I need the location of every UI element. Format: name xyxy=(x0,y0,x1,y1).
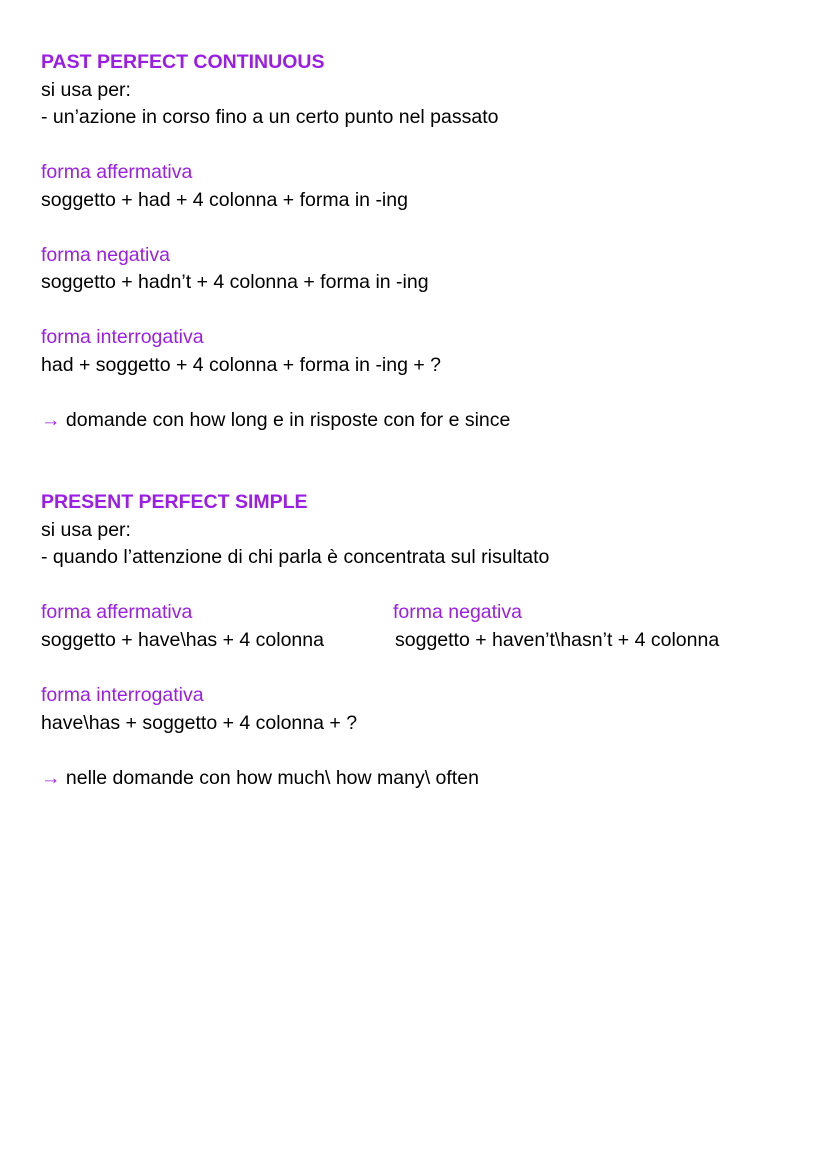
section-title-present-perfect-simple: PRESENT PERFECT SIMPLE xyxy=(41,491,308,513)
affirmative-label: forma affermativa xyxy=(41,601,193,623)
right-arrow-icon: → xyxy=(41,767,61,789)
usage-description: - quando l’attenzione di chi parla è concentrata sul risultato xyxy=(41,546,550,568)
usage-intro: si usa per: xyxy=(41,79,131,101)
section-title-past-perfect-continuous: PAST PERFECT CONTINUOUS xyxy=(41,51,325,73)
usage-note-text: domande con how long e in risposte con for e since xyxy=(60,409,511,431)
interrogative-label: forma interrogativa xyxy=(41,326,204,348)
usage-note-text: nelle domande con how much\ how many\ often xyxy=(60,767,479,789)
usage-note xyxy=(41,766,479,790)
affirmative-formula: soggetto + have\has + 4 colonna xyxy=(41,629,324,651)
usage-note xyxy=(41,408,510,432)
interrogative-formula: had + soggetto + 4 colonna + forma in -ing + ? xyxy=(41,354,442,376)
negative-label: forma negativa xyxy=(41,244,170,266)
right-arrow-icon: → xyxy=(41,409,61,431)
negative-formula: soggetto + haven’t\hasn’t + 4 colonna xyxy=(395,629,720,651)
interrogative-label: forma interrogativa xyxy=(41,684,204,706)
negative-label: forma negativa xyxy=(393,601,522,623)
interrogative-formula: have\has + soggetto + 4 colonna + ? xyxy=(41,712,358,734)
negative-formula: soggetto + hadn’t + 4 colonna + forma in -ing xyxy=(41,271,429,293)
affirmative-formula: soggetto + had + 4 colonna + forma in -ing xyxy=(41,189,408,211)
affirmative-label: forma affermativa xyxy=(41,161,193,183)
usage-description: - un’azione in corso fino a un certo punto nel passato xyxy=(41,106,499,128)
usage-intro: si usa per: xyxy=(41,519,131,541)
